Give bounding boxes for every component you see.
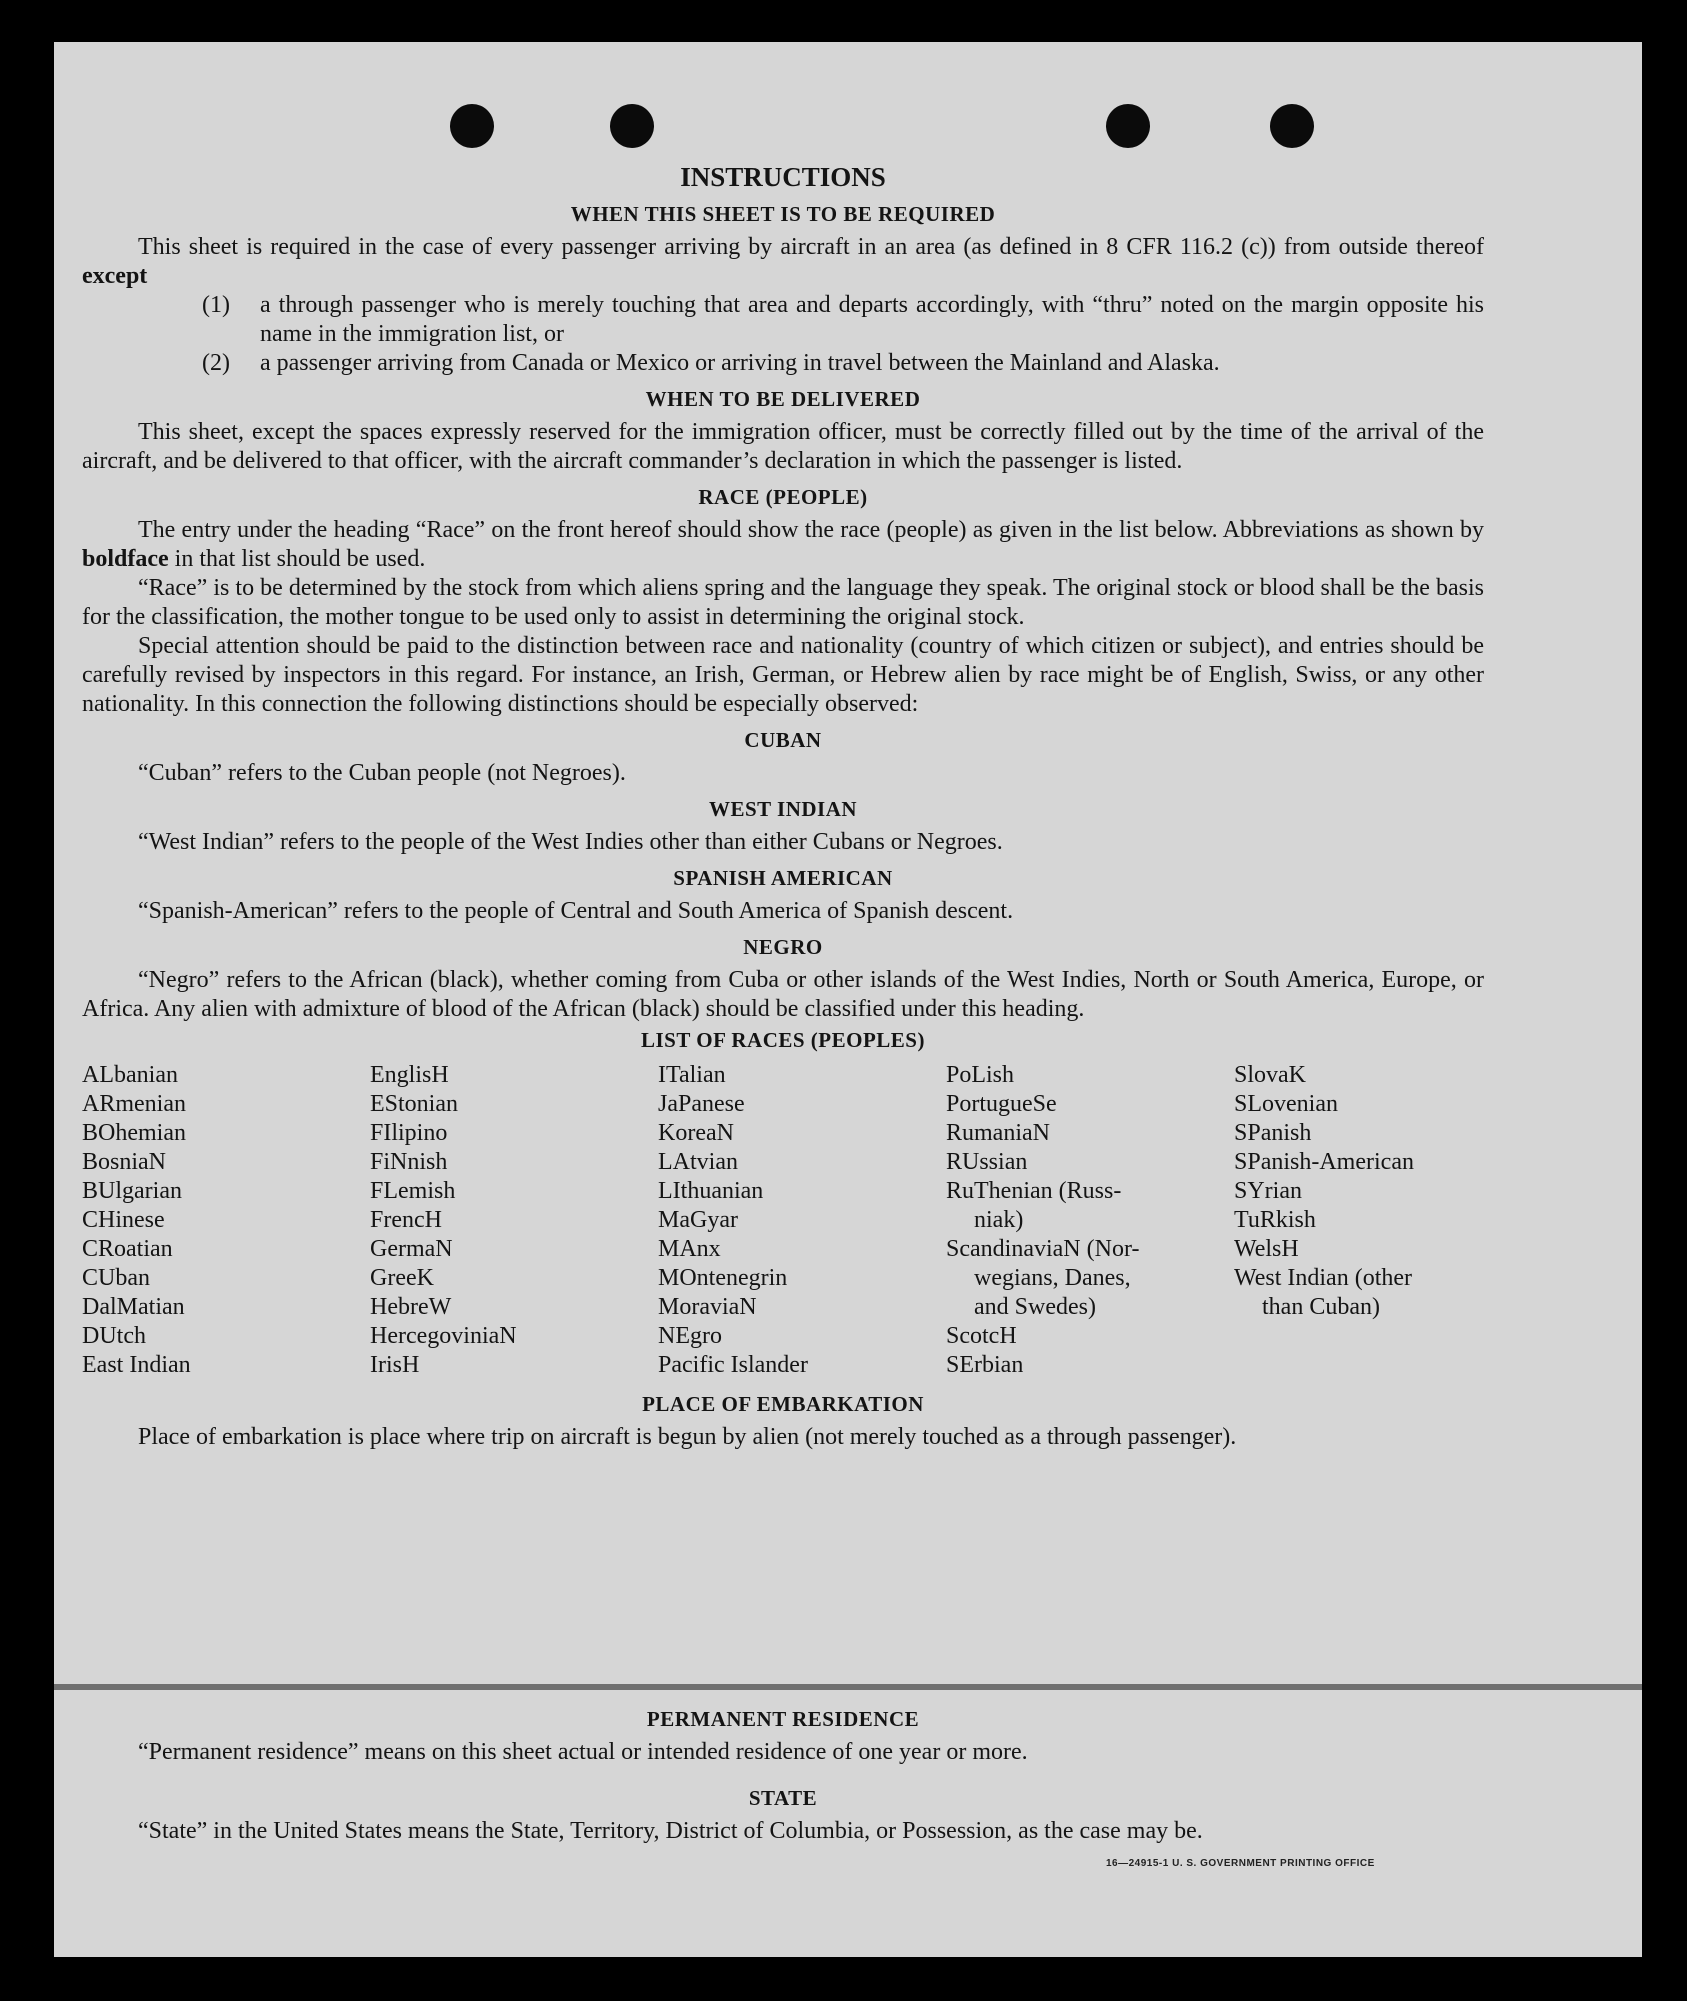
races-column xyxy=(370,1061,658,1380)
page-fold-line xyxy=(54,1684,1642,1690)
race-entry: CUban xyxy=(82,1265,150,1291)
west-indian-text: “West Indian” refers to the people of the West Indies other than either Cubans or Negroes. xyxy=(138,829,1003,855)
race-entry: SPanish xyxy=(1234,1120,1312,1146)
when-required-intro: This sheet is required in the case of every passenger arriving by aircraft in an area (as defined in 8 CFR 116.2 (c)) from outside thereof except xyxy=(82,234,1484,289)
residence-text: “Permanent residence” means on this sheet actual or intended residence of one year or more. xyxy=(138,1739,1028,1765)
section-heading-when-required: WHEN THIS SHEET IS TO BE REQUIRED xyxy=(570,202,996,226)
section-heading-state: STATE xyxy=(748,1786,818,1810)
race-entry: WelsH xyxy=(1234,1236,1299,1262)
instructions-body-lower xyxy=(82,1698,1484,1846)
race-entry: DUtch xyxy=(82,1323,146,1349)
race-entry: IrisH xyxy=(370,1352,420,1378)
race-entry: FIlipino xyxy=(370,1120,448,1146)
race-entry: MOntenegrin xyxy=(658,1265,788,1291)
exception-item: (1) a through passenger who is merely touching that area and departs accordingly, with “thru” noted on the margin opposite his name in the immigration list, or xyxy=(202,292,1484,347)
when-delivered-text: This sheet, except the spaces expressly reserved for the immigration officer, must be correctly filled out by the time of the arrival of the aircraft, and be delivered to that officer, with the aircraft commander’s declaration in which the passenger is listed. xyxy=(82,419,1484,474)
race-entry: MaGyar xyxy=(658,1207,738,1233)
race-entry: SYrian xyxy=(1234,1178,1302,1204)
race-entry: SPanish-American xyxy=(1234,1149,1414,1175)
race-entry: RumaniaN xyxy=(946,1120,1050,1146)
cuban-text: “Cuban” refers to the Cuban people (not Negroes). xyxy=(138,760,626,786)
race-entry: BUlgarian xyxy=(82,1178,182,1204)
race-entry: ARmenian xyxy=(82,1091,186,1117)
race-entry: FLemish xyxy=(370,1178,456,1204)
spanish-american-text: “Spanish-American” refers to the people of Central and South America of Spanish descent. xyxy=(138,898,1014,924)
race-entry: LIthuanian xyxy=(658,1178,764,1204)
race-entry: SLovenian xyxy=(1234,1091,1338,1117)
race-entry: RUssian xyxy=(946,1149,1028,1175)
punch-hole xyxy=(1270,104,1314,148)
section-heading-spanish-american: SPANISH AMERICAN xyxy=(673,866,893,890)
race-entry: MoraviaN xyxy=(658,1294,757,1320)
race-entry: EnglisH xyxy=(370,1062,449,1088)
race-entry: RuThenian (Russ- niak) xyxy=(946,1178,1122,1233)
race-entry: GreeK xyxy=(370,1265,434,1291)
negro-text: “Negro” refers to the African (black), whether coming from Cuba or other islands of the West Indies, North or South America, Europe, or Africa. Any alien with admixture of blood of the African (black) should be classified under this heading. xyxy=(82,967,1484,1022)
race-entry: KoreaN xyxy=(658,1120,734,1146)
race-entry: ITalian xyxy=(658,1062,726,1088)
race-entry: FrencH xyxy=(370,1207,442,1233)
section-heading-negro: NEGRO xyxy=(743,935,823,959)
punch-hole xyxy=(450,104,494,148)
section-heading-west-indian: WEST INDIAN xyxy=(708,797,858,821)
section-heading-embarkation: PLACE OF EMBARKATION xyxy=(642,1392,924,1416)
race-entry: CRoatian xyxy=(82,1236,173,1262)
race-entry: HercegoviniaN xyxy=(370,1323,517,1349)
race-entry: EStonian xyxy=(370,1091,458,1117)
race-entry: PoLish xyxy=(946,1062,1015,1088)
section-heading-residence: PERMANENT RESIDENCE xyxy=(646,1707,920,1731)
race-entry: FiNnish xyxy=(370,1149,448,1175)
print-office-code: 16—24915-1 U. S. GOVERNMENT PRINTING OFFICE xyxy=(1106,1858,1375,1869)
races-column xyxy=(946,1061,1234,1380)
race-entry: CHinese xyxy=(82,1207,165,1233)
section-heading-race: RACE (PEOPLE) xyxy=(698,485,868,509)
race-entry: TuRkish xyxy=(1234,1207,1316,1233)
race-entry: HebreW xyxy=(370,1294,452,1320)
race-entry: East Indian xyxy=(82,1352,191,1378)
race-paragraph-1: The entry under the heading “Race” on the front hereof should show the race (people) as given in the list below. Abbreviations as shown by boldface in that list should be used. xyxy=(82,517,1484,572)
race-entry: NEgro xyxy=(658,1323,722,1349)
punch-hole xyxy=(610,104,654,148)
race-paragraph-2: “Race” is to be determined by the stock from which aliens spring and the language they speak. The original stock or blood shall be the basis for the classification, the mother tongue to be used only to assist in determining the original stock. xyxy=(82,575,1484,630)
race-entry: MAnx xyxy=(658,1236,721,1262)
race-paragraph-3: Special attention should be paid to the distinction between race and nationality (country of which citizen or subject), and entries should be carefully revised by inspectors in this regard. For instance, an Irish, German, or Hebrew alien by race might be of English, Swiss, or any other nationality. In this connection the following distinctions should be especially observed: xyxy=(82,633,1484,717)
race-entry: JaPanese xyxy=(658,1091,745,1117)
race-entry: West Indian (other than Cuban) xyxy=(1234,1265,1413,1320)
race-entry: DalMatian xyxy=(82,1294,185,1320)
race-entry: BosniaN xyxy=(82,1149,166,1175)
race-entry: ScotcH xyxy=(946,1323,1017,1349)
state-text: “State” in the United States means the State, Territory, District of Columbia, or Possession, as the case may be. xyxy=(138,1818,1203,1844)
instructions-body xyxy=(82,162,1484,1452)
exception-item: (2) a passenger arriving from Canada or Mexico or arriving in travel between the Mainland and Alaska. xyxy=(202,350,1220,376)
race-entry: PortugueSe xyxy=(946,1091,1057,1117)
races-column xyxy=(82,1061,370,1380)
race-entry: BOhemian xyxy=(82,1120,186,1146)
race-entry: ALbanian xyxy=(82,1062,178,1088)
section-heading-list-of-races: LIST OF RACES (PEOPLES) xyxy=(641,1028,925,1052)
race-entry: LAtvian xyxy=(658,1149,738,1175)
race-entry: GermaN xyxy=(370,1236,453,1262)
race-entry: SErbian xyxy=(946,1352,1024,1378)
punch-hole xyxy=(1106,104,1150,148)
section-heading-cuban: CUBAN xyxy=(744,728,822,752)
instruction-sheet xyxy=(54,42,1642,1957)
race-entry: SlovaK xyxy=(1234,1062,1306,1088)
section-heading-when-delivered: WHEN TO BE DELIVERED xyxy=(645,387,921,411)
race-entry: ScandinaviaN (Nor- wegians, Danes, and Swedes) xyxy=(946,1236,1140,1320)
races-list xyxy=(82,1061,1484,1380)
races-column xyxy=(1234,1061,1484,1380)
race-entry: Pacific Islander xyxy=(658,1352,808,1378)
embarkation-text: Place of embarkation is place where trip on aircraft is begun by alien (not merely touched as a through passenger). xyxy=(138,1424,1237,1450)
page-title: INSTRUCTIONS xyxy=(680,162,886,192)
races-column xyxy=(658,1061,946,1380)
